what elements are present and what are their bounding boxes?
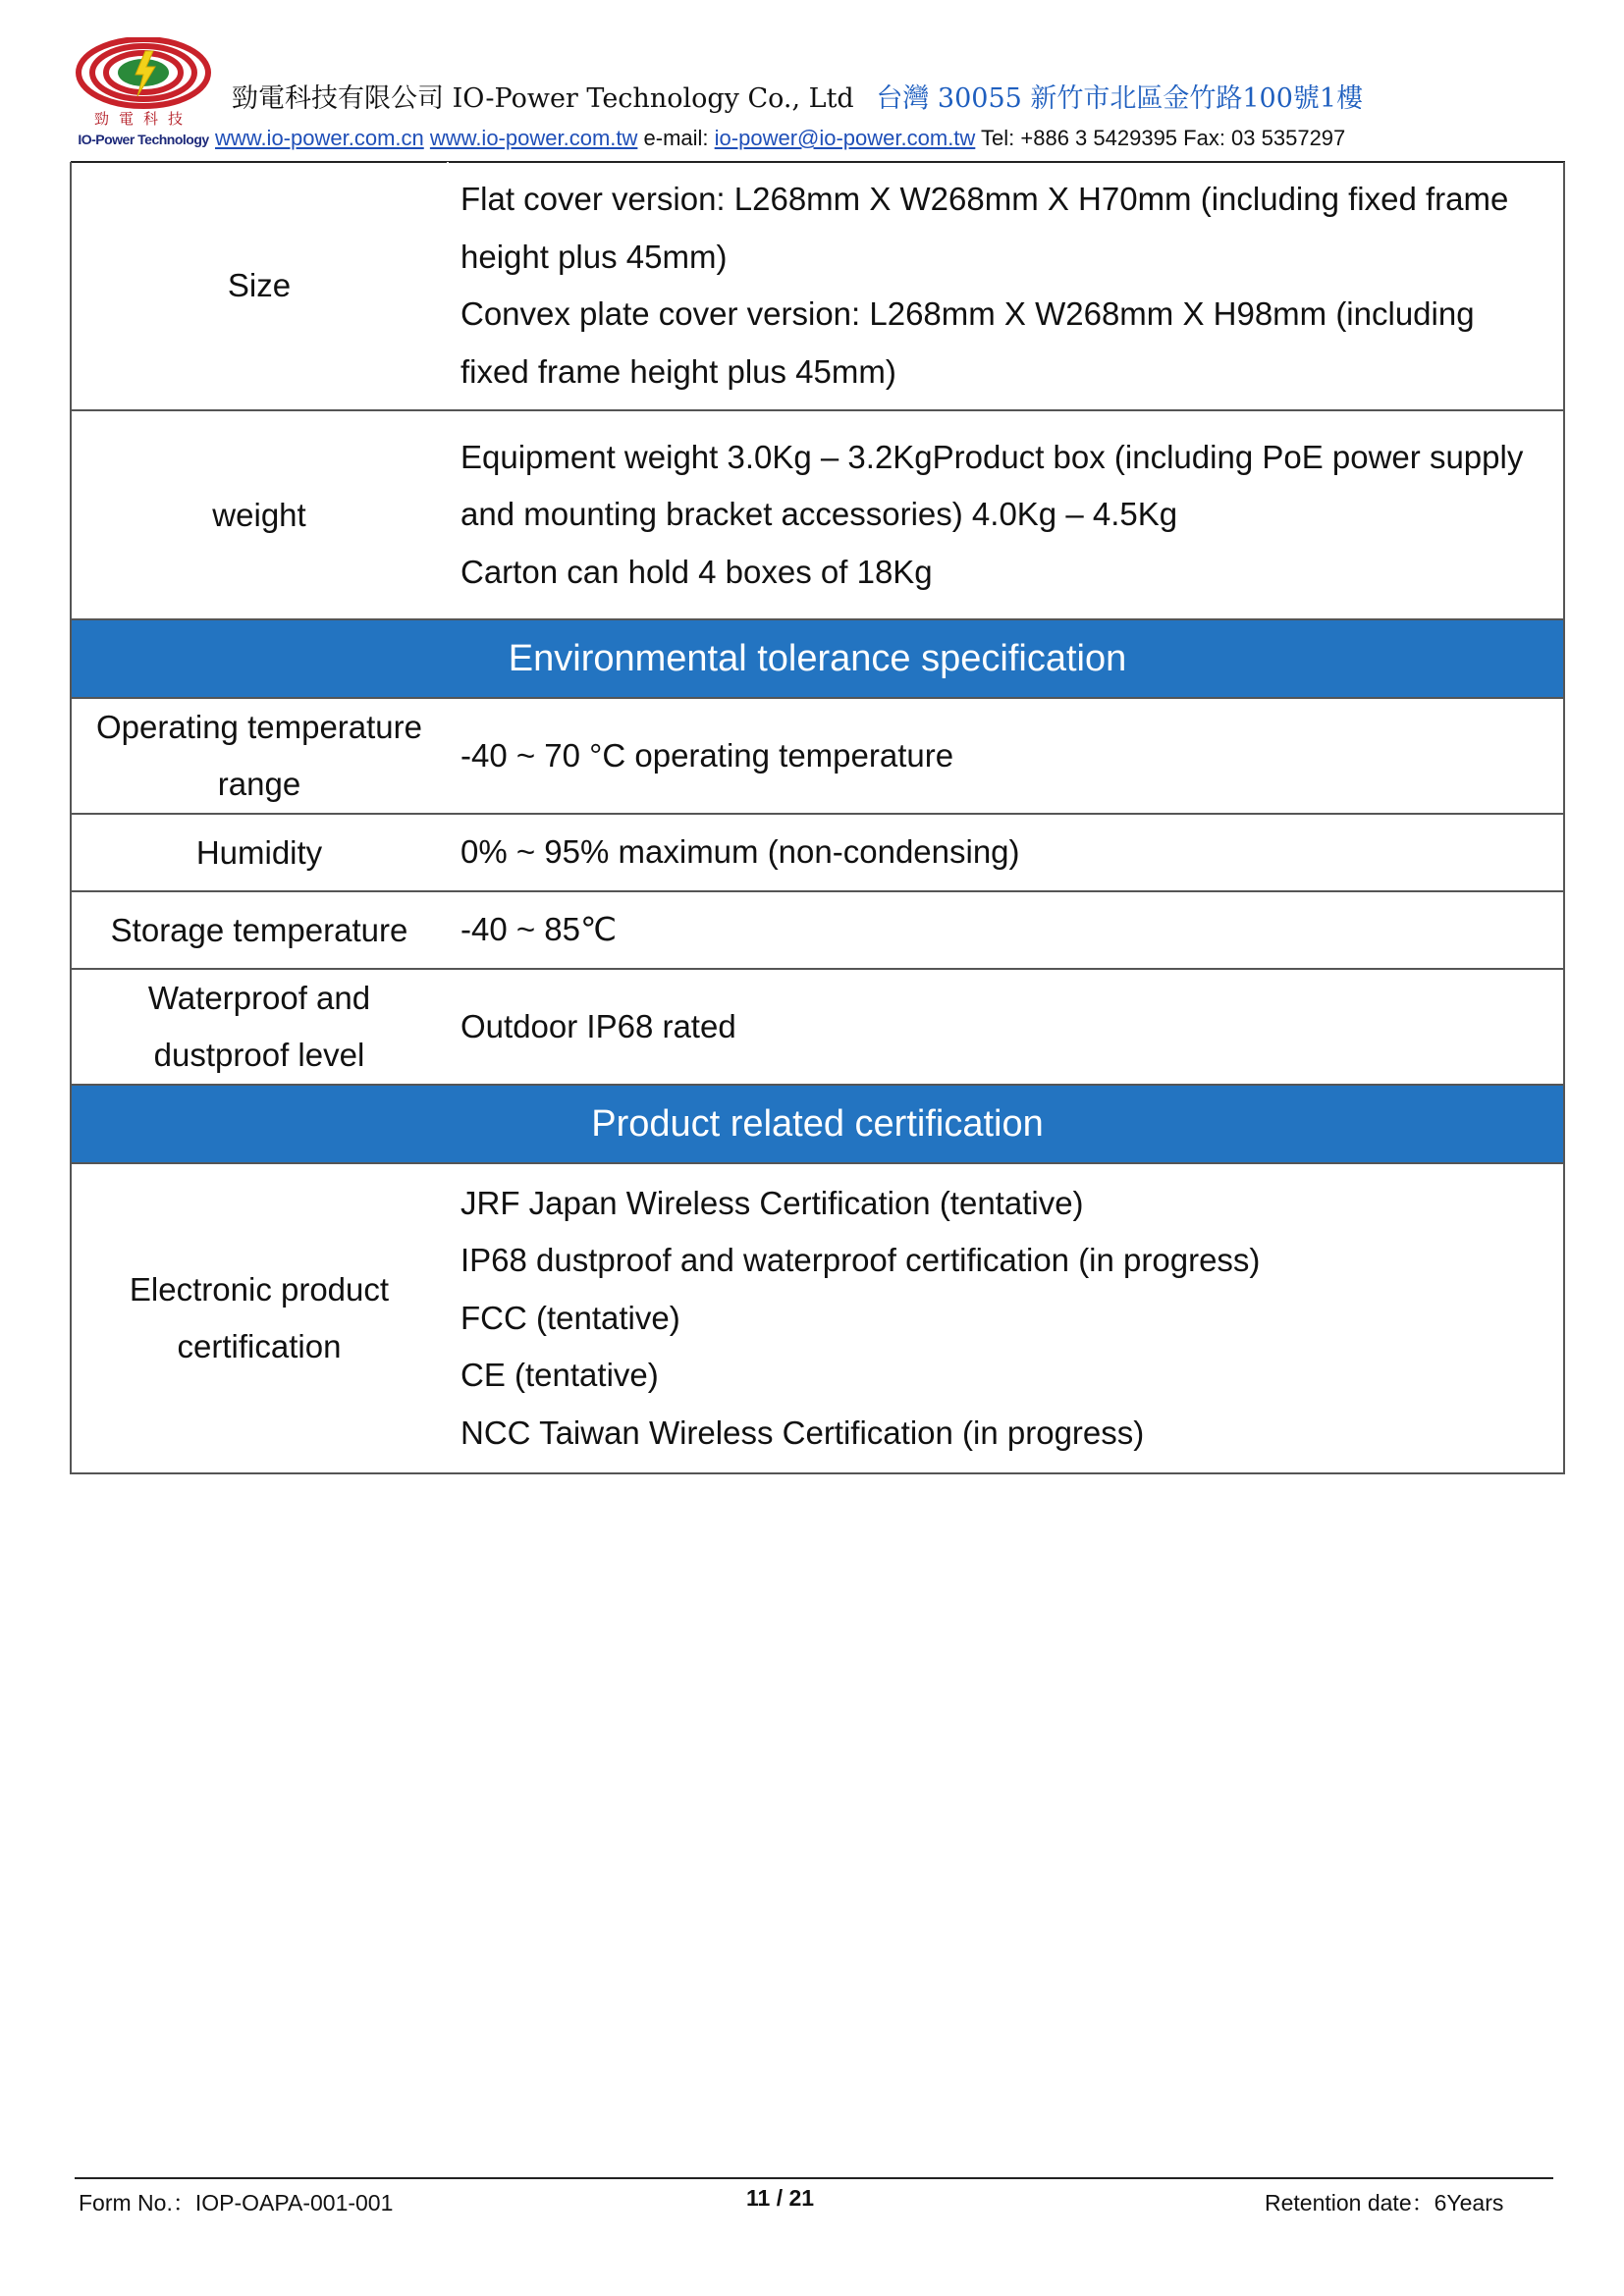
size-line: Flat cover version: L268mm X W268mm X H70mm (including fixed frame (460, 181, 1509, 217)
table-row-storage-temperature (70, 892, 1565, 970)
table-row-size (70, 162, 1565, 411)
operating-temperature-label: Operating temperature range (72, 699, 449, 813)
table-row-weight (70, 411, 1565, 620)
table-row-certification (70, 1164, 1565, 1474)
footer-divider (75, 2177, 1553, 2179)
company-logo (75, 37, 212, 161)
weight-line: Equipment weight 3.0Kg – 3.2KgProduct box (including PoE power supply (460, 438, 1524, 475)
certification-value (449, 1164, 1563, 1472)
humidity-label: Humidity (72, 815, 449, 890)
table-row-humidity (70, 815, 1565, 892)
contact-line (215, 126, 1345, 151)
certification-line: IP68 dustproof and waterproof certification (in progress) (460, 1242, 1261, 1279)
weight-line: Carton can hold 4 boxes of 18Kg (460, 553, 933, 590)
logo-english-name: IO-Power Technology (78, 132, 209, 147)
certification-line: JRF Japan Wireless Certification (tentative) (460, 1184, 1084, 1221)
company-address: 台灣 30055 新竹市北區金竹路100號1樓 (876, 83, 1364, 114)
website-cn-link[interactable]: www.io-power.com.cn (215, 126, 424, 150)
operating-temperature-value: -40 ~ 70 °C operating temperature (460, 736, 954, 774)
size-line: fixed frame height plus 45mm) (460, 352, 896, 390)
table-row-operating-temperature (70, 699, 1565, 815)
section-header-environmental: Environmental tolerance specification (70, 620, 1565, 699)
phone-fax: Tel: +886 3 5429395 Fax: 03 5357297 (981, 126, 1346, 150)
logo-chinese-name: 勁電科技 (93, 110, 192, 128)
weight-value (449, 411, 1563, 618)
certification-line: FCC (tentative) (460, 1299, 680, 1336)
spec-table (70, 162, 1565, 1474)
company-name-line (232, 77, 1363, 115)
form-number: Form No.：IOP-OAPA-001-001 (79, 2190, 394, 2216)
table-row-waterproof (70, 970, 1565, 1086)
retention-date: Retention date：6Years (1265, 2190, 1504, 2216)
size-line: height plus 45mm) (460, 238, 728, 275)
storage-temperature-label: Storage temperature (72, 892, 449, 968)
weight-line: and mounting bracket accessories) 4.0Kg – 4.5Kg (460, 496, 1178, 533)
size-line: Convex plate cover version: L268mm X W268mm X H98mm (including (460, 295, 1475, 332)
company-name-en: IO-Power Technology Co., Ltd (452, 83, 854, 114)
email-link[interactable]: io-power@io-power.com.tw (714, 126, 976, 150)
page-number: 11 / 21 (746, 2185, 815, 2211)
waterproof-value: Outdoor IP68 rated (460, 1007, 736, 1044)
certification-label: Electronic product certification (72, 1164, 449, 1472)
section-header-certification: Product related certification (70, 1086, 1565, 1164)
certification-line: NCC Taiwan Wireless Certification (in progress) (460, 1414, 1145, 1451)
humidity-value: 0% ~ 95% maximum (non-condensing) (460, 833, 1020, 871)
website-tw-link[interactable]: www.io-power.com.tw (429, 126, 638, 150)
email-label: e-mail: (643, 126, 709, 150)
page-header (75, 37, 1567, 161)
size-value (449, 162, 1563, 409)
certification-line: CE (tentative) (460, 1357, 659, 1394)
waterproof-label: Waterproof and dustproof level (72, 970, 449, 1084)
size-label: Size (72, 162, 449, 409)
logo-mark-icon (75, 37, 212, 116)
storage-temperature-value: -40 ~ 85℃ (460, 911, 618, 948)
weight-label: weight (72, 411, 449, 618)
company-name-cn: 勁電科技有限公司 (232, 83, 444, 114)
